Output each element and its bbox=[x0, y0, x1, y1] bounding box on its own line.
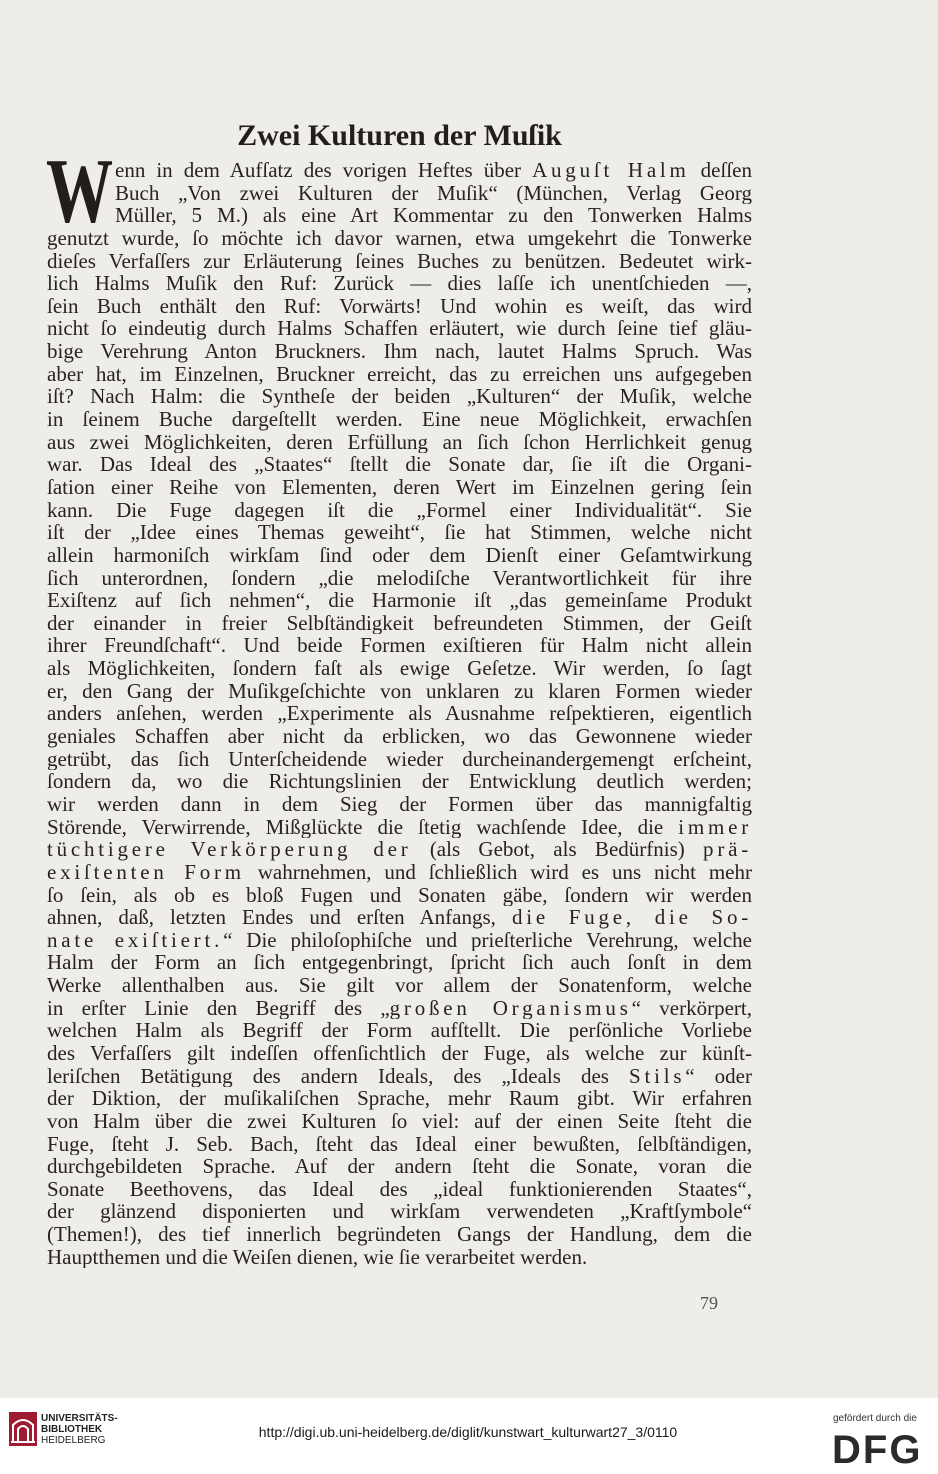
text-line: als Möglichkeiten, ſondern faſt als ewige Geſetze. Wir werden, ſo ſagt bbox=[47, 657, 752, 680]
text-line: (Themen!), des tief innerlich begründeten Gangs der Handlung, dem die bbox=[47, 1223, 752, 1246]
text-segment: leriſchen Betätigung des andern Ideals, des „Ideals des bbox=[47, 1064, 630, 1088]
text-line: in ſeinem Buche dargeſtellt werden. Eine neue Möglichkeit, erwachſen bbox=[47, 408, 752, 431]
emphasized-text: tüchtigere Verkörperung der bbox=[47, 838, 412, 861]
text-line: aus zwei Möglichkeiten, deren Erfüllung an ſich ſchon Herrlichkeit genug bbox=[47, 430, 752, 454]
text-segment: “ oder bbox=[685, 1064, 752, 1088]
text-line: ſich unterordnen, ſondern „die melodiſche Verantwortlichkeit für ihre bbox=[47, 566, 752, 590]
funder-logo: DFG bbox=[832, 1428, 923, 1472]
text-line bbox=[47, 997, 752, 1020]
library-name-line: HEIDELBERG bbox=[41, 1435, 106, 1446]
text-line: der Diktion, der muſikaliſchen Sprache, mehr Raum gibt. Wir erfahren bbox=[47, 1087, 752, 1110]
emphasized-text: immer bbox=[678, 815, 752, 839]
text-line: von Halm über die zwei Kulturen ſo viel: auf der einen Seite ſteht die bbox=[47, 1109, 752, 1133]
text-line: der glänzend disponierten und wirkſam verwendeten „Kraftſymbole“ bbox=[47, 1200, 752, 1224]
text-line: kann. Die Fuge dagegen iſt die „Formel einer Individualität“. Sie bbox=[47, 498, 752, 522]
text-line: Halm der Form an ſich entgegenbringt, ſpricht ſich auch ſonſt in dem bbox=[47, 951, 752, 975]
text-line: getrübt, das ſich Unterſcheidende wieder durcheinandergemengt erſcheint, bbox=[47, 747, 752, 771]
text-line: Exiſtenz auf ſich nehmen“, die Harmonie iſt „das gemeinſame Produkt bbox=[47, 589, 752, 612]
text-line bbox=[47, 816, 752, 839]
text-line: ſation einer Reihe von Elementen, deren Wert im Einzelnen gering ſein bbox=[47, 475, 752, 499]
text-line bbox=[47, 159, 752, 182]
emphasized-text: prä- bbox=[703, 838, 752, 861]
source-url: http://digi.ub.uni-heidelberg.de/diglit/kunstwart_kulturwart27_3/0110 bbox=[258, 1424, 678, 1440]
text-segment: ahnen, daß, letzten Endes und erſten Anfangs, bbox=[47, 906, 512, 929]
text-line bbox=[47, 1065, 752, 1088]
text-line: nicht ſo eindeutig durch Halms Schaffen erläutert, wie durch ſeine tief gläu- bbox=[47, 317, 752, 341]
body-text bbox=[47, 159, 752, 1268]
text-line: Hauptthemen und die Weiſen dienen, wie ſie verarbeitet werden. bbox=[47, 1245, 588, 1269]
text-line: der einander in freier Selbſtändigkeit befreundeten Stimmen, der Geiſt bbox=[47, 611, 752, 635]
text-line: wir werden dann in dem Sieg der Formen über das mannigfaltig bbox=[47, 792, 752, 816]
text-segment: “ verkörpert, bbox=[631, 996, 752, 1020]
emphasized-text: die Fuge, die So- bbox=[511, 906, 752, 929]
text-line: des Verfaſſers gilt indeſſen offenſichtlich der Fuge, als welche zur künſt- bbox=[47, 1041, 752, 1065]
text-line: Fuge, ſteht J. Seb. Bach, ſteht das Ideal einer bewußten, ſelbſtändigen, bbox=[47, 1132, 752, 1156]
text-line: aber hat, im Einzelnen, Bruckner erreicht, das zu erreichen uns aufgegeben bbox=[47, 362, 752, 386]
emphasized-text: nate exiſtiert. bbox=[47, 928, 224, 952]
university-library-logo-icon bbox=[8, 1411, 38, 1447]
text-line: Buch „Von zwei Kulturen der Muſik“ (München, Verlag Georg bbox=[115, 181, 752, 205]
text-segment: deſſen bbox=[689, 159, 752, 182]
library-name-line: BIBLIOTHEK bbox=[41, 1424, 103, 1435]
text-line: welchen Halm als Begriff der Form aufſtellt. Die perſönliche Vorliebe bbox=[47, 1019, 752, 1042]
text-line: war. Das Ideal des „Staates“ ſtellt die Sonate dar, ſie iſt die Organi- bbox=[47, 453, 752, 476]
emphasized-text: Auguſt Halm bbox=[532, 159, 690, 182]
library-name-line: UNIVERSITÄTS- bbox=[41, 1413, 118, 1424]
text-line: ſein Buch enthält den Ruf: Vorwärts! Und wohin es weiſt, das wird bbox=[47, 294, 752, 318]
text-line: Werke allenthalben aus. Sie gilt vor allem der Sonatenform, welche bbox=[47, 974, 752, 997]
text-line: ihrer Freundſchaft“. Und beide Formen exiſtieren für Halm nicht allein bbox=[47, 634, 752, 658]
text-line: genutzt wurde, ſo möchte ich davor warnen, etwa umgekehrt die Tonwerke bbox=[47, 226, 752, 250]
text-segment: wahrnehmen, und ſchließlich wird es uns nicht mehr bbox=[244, 860, 752, 884]
text-line: geniales Schaffen aber nicht da erblicken, wo das Gewonnene wieder bbox=[47, 725, 752, 748]
text-segment: (als Gebot, als Bedürfnis) bbox=[411, 838, 704, 861]
text-line: dieſes Verfaſſers zur Erläuterung ſeines Buches zu benützen. Bedeutet wirk- bbox=[47, 249, 752, 273]
emphasized-text: exiſtenten Form bbox=[47, 860, 245, 884]
text-segment: “ Die philoſophiſche und prieſterliche Verehrung, welche bbox=[223, 928, 752, 952]
text-line bbox=[47, 929, 752, 952]
text-line bbox=[47, 906, 752, 929]
text-line: bige Verehrung Anton Bruckners. Ihm nach, lautet Halms Spruch. Was bbox=[47, 340, 752, 363]
text-line: anders anſehen, werden „Experimente als Ausnahme reſpektieren, eigentlich bbox=[47, 702, 752, 726]
text-line: allein harmoniſch wirkſam ſind oder dem Dienſt einer Geſamtwirkung bbox=[47, 543, 752, 567]
page-number: 79 bbox=[700, 1293, 718, 1313]
text-line: iſt der „Idee eines Themas geweiht“, ſie hat Stimmen, welche nicht bbox=[47, 521, 752, 544]
page-title: Zwei Kulturen der Muſik bbox=[237, 119, 562, 152]
emphasized-text: Stils bbox=[629, 1064, 686, 1088]
emphasized-text: großen Organismus bbox=[389, 996, 632, 1020]
text-line: ſo ſein, als ob es bloß Fugen und Sonaten gäbe, ſondern wir werden bbox=[47, 883, 752, 907]
text-line: iſt? Nach Halm: die Syntheſe der beiden „Kulturen“ der Muſik, welche bbox=[47, 385, 752, 409]
funding-label: gefördert durch die bbox=[833, 1413, 917, 1424]
text-line: Müller, 5 M.) als eine Art Kommentar zu den Tonwerken Halms bbox=[115, 204, 752, 227]
text-line: Sonate Beethovens, das Ideal des „ideal funktionierenden Staates“, bbox=[47, 1177, 752, 1201]
library-name bbox=[41, 1413, 118, 1446]
text-line: ſondern da, wo die Richtungslinien der Entwicklung deutlich werden; bbox=[47, 770, 752, 793]
text-line: er, den Gang der Muſikgeſchichte von unklaren zu klaren Formen wieder bbox=[47, 679, 752, 703]
text-segment: Störende, Verwirrende, Mißglückte die ſtetig wachſende Idee, die bbox=[47, 815, 679, 839]
text-segment: in erſter Linie den Begriff des „ bbox=[47, 996, 390, 1020]
text-segment: enn in dem Aufſatz des vorigen Heftes über bbox=[115, 159, 533, 182]
drop-cap: W bbox=[46, 139, 114, 242]
text-line bbox=[47, 861, 752, 884]
text-line: lich Halms Muſik den Ruf: Zurück — dies laſſe ich unentſchieden —, bbox=[47, 272, 752, 295]
text-line bbox=[47, 838, 752, 861]
text-line: durchgebildeten Sprache. Auf der andern ſteht die Sonate, voran die bbox=[47, 1155, 752, 1178]
